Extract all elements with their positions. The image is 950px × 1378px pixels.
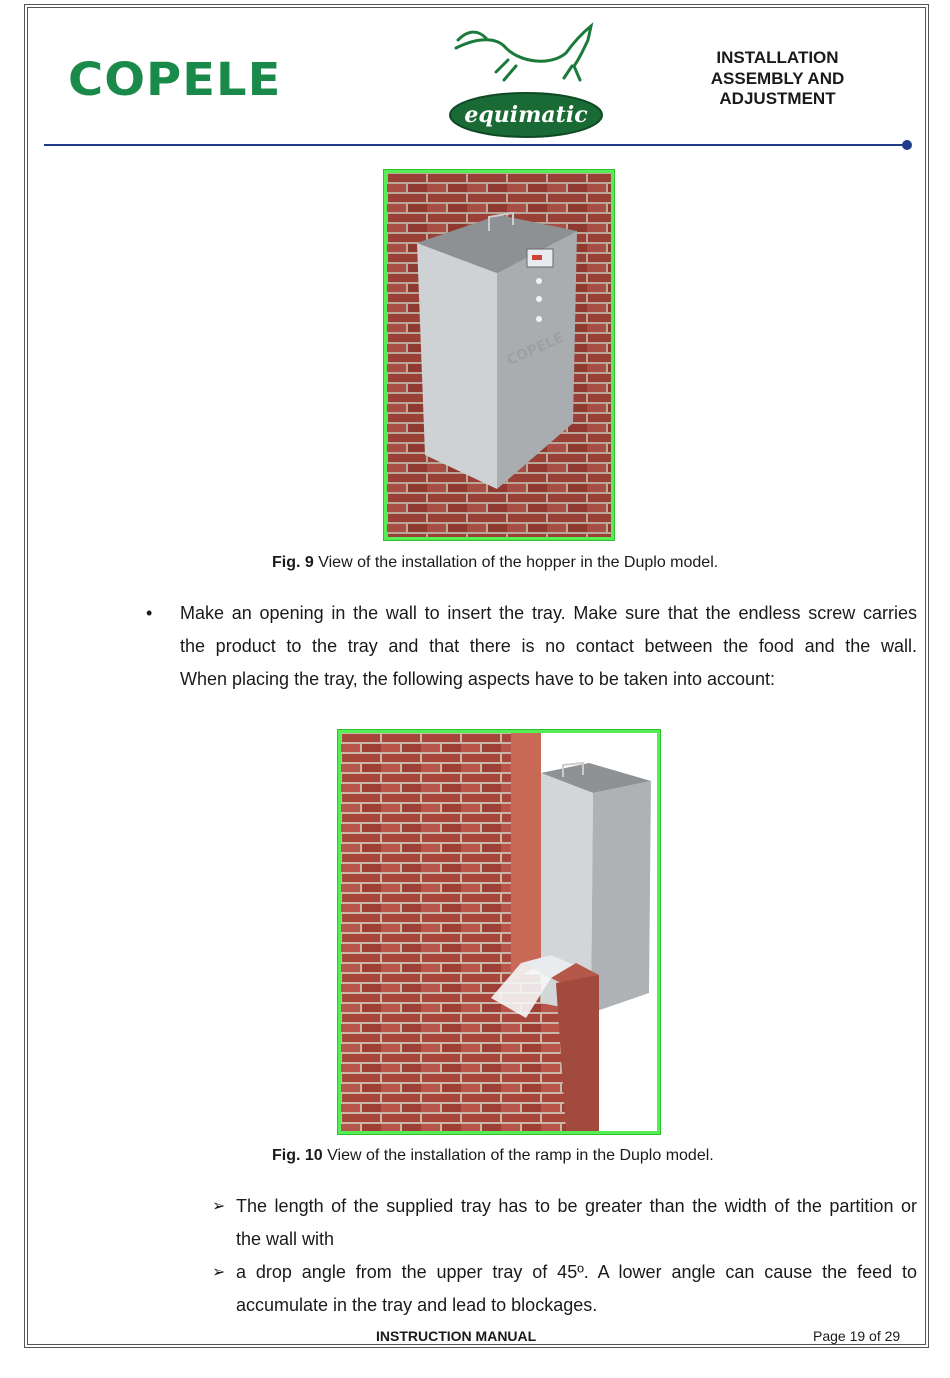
paragraph-line: Make an opening in the wall to insert the tray. Make sure that the endless screw carries xyxy=(180,603,917,623)
paragraph-opening xyxy=(180,597,917,696)
arrow-bullet-icon: ➢ xyxy=(212,1264,226,1281)
figure-9-label: Fig. 9 xyxy=(272,554,314,571)
horse-icon xyxy=(456,26,591,80)
figure-9-caption-text: View of the installation of the hopper in the Duplo model. xyxy=(313,554,719,571)
list-item xyxy=(236,1256,917,1322)
arrow-bullet-icon: ➢ xyxy=(212,1198,226,1215)
header-rule xyxy=(44,144,906,146)
figure-hopper-image xyxy=(384,170,614,540)
bullet-dot: • xyxy=(146,603,153,623)
equimatic-logo xyxy=(446,18,608,140)
list-item xyxy=(236,1190,917,1256)
paragraph-line: When placing the tray, the following aspects have to be taken into account: xyxy=(180,669,776,689)
section-title-line: INSTALLATION xyxy=(716,48,839,67)
page-number: Page 19 of 29 xyxy=(813,1328,901,1344)
hopper-panel-text: COPELE xyxy=(504,329,567,369)
figure-9-caption xyxy=(272,554,718,572)
footer-title: INSTRUCTION MANUAL xyxy=(376,1328,537,1344)
section-title xyxy=(690,48,865,110)
equimatic-logo-text: equimatic xyxy=(464,102,588,128)
figure-10-caption xyxy=(272,1147,714,1165)
list-item-line: the wall with xyxy=(236,1229,335,1249)
figure-10-caption-text: View of the installation of the ramp in the Duplo model. xyxy=(322,1147,714,1164)
section-title-line: ASSEMBLY AND xyxy=(710,68,845,88)
list-item-line: a drop angle from the upper tray of 45º. A lower angle can cause the feed to xyxy=(236,1262,917,1282)
copele-logo: COPELE xyxy=(68,53,282,107)
list-item-line: accumulate in the tray and lead to blockages. xyxy=(236,1295,598,1315)
figure-ramp-image xyxy=(338,730,660,1134)
paragraph-line: the product to the tray and that there is no contact between the food and the wall. xyxy=(180,636,917,656)
list-item-line: The length of the supplied tray has to be greater than the width of the partition or xyxy=(236,1196,917,1216)
section-title-line: ADJUSTMENT xyxy=(719,89,836,108)
figure-10-label: Fig. 10 xyxy=(272,1147,323,1164)
header-rule-dot xyxy=(902,140,912,150)
